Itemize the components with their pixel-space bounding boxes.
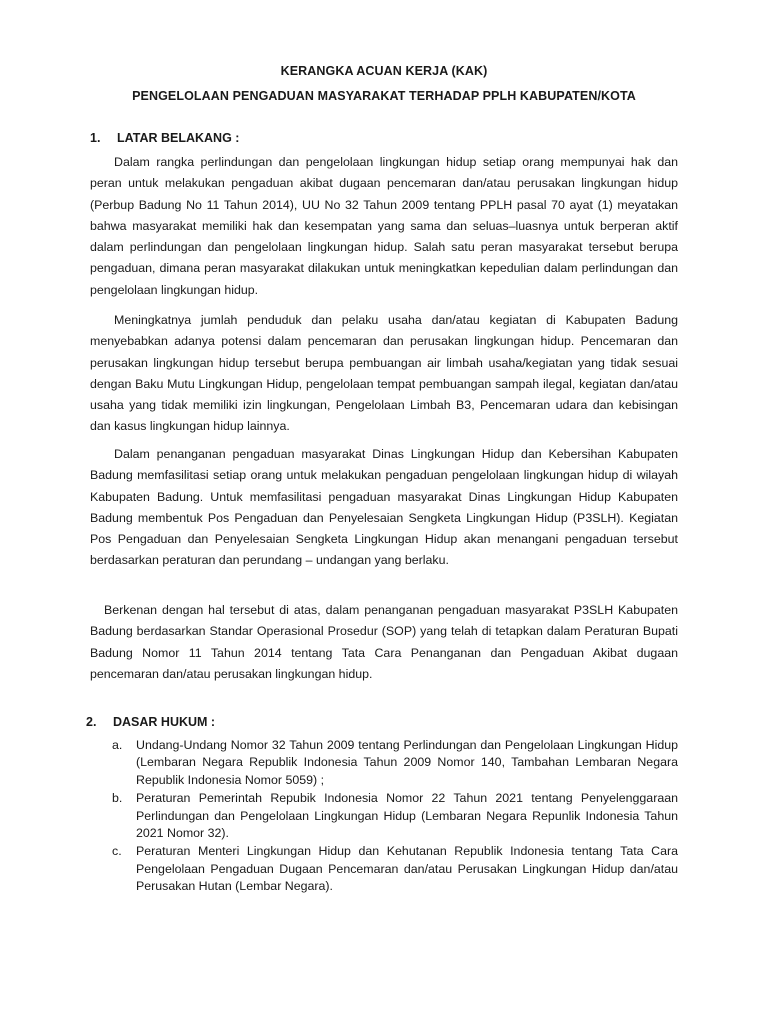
document-title: KERANGKA ACUAN KERJA (KAK) — [280, 64, 488, 78]
section-number: 1. — [90, 131, 101, 145]
list-item — [112, 737, 678, 789]
section-heading-latar-belakang — [90, 131, 239, 145]
paragraph-2: Meningkatnya jumlah penduduk dan pelaku usaha dan/atau kegiatan di Kabupaten Badung menyebabkan adanya potensi dalam pencemaran dan perusakan lingkungan hidup. Pencemaran dan perusakan lingkungan hidup tersebut berupa pembuangan air limbah usaha/kegiatan yang tidak sesuai dengan Baku Mutu Lingkungan Hidup, pengelolaan tempat pembuangan sampah ilegal, kegiatan dan/atau usaha yang tidak memiliki izin lingkungan, Pengelolaan Limbah B3, Pencemaran udara dan kebisingan dan kasus lingkungan hidup lainnya. — [90, 313, 678, 434]
section-title: LATAR BELAKANG : — [117, 131, 240, 145]
section-heading-dasar-hukum — [86, 715, 215, 729]
list-marker: c. — [112, 844, 122, 859]
list-item — [112, 790, 678, 842]
legal-basis-list — [112, 737, 678, 897]
list-marker: a. — [112, 738, 123, 752]
list-item-text: Peraturan Menteri Lingkungan Hidup dan Kehutanan Republik Indonesia tentang Tata Cara Pengelolaan Pengaduan Dugaan Pencemaran dan/atau Perusakan Lingkungan Hidup dan/atau Perusakan Hutan (Lembar Negara). — [136, 844, 678, 894]
paragraph-1: Dalam rangka perlindungan dan pengelolaan lingkungan hidup setiap orang mempunyai hak dan peran untuk melakukan pengaduan akibat dugaan pencemaran dan/atau perusakan lingkungan hidup (Perbup Badung No 11 Tahun 2014), UU No 32 Tahun 2009 tentang PPLH pasal 70 ayat (1) meyatakan bahwa masyarakat memiliki hak dan kesempatan yang sama dan seluas–luasnya untuk berperan aktif dalam perlindungan dan pengelolaan lingkungan hidup. Salah satu peran masyarakat tersebut berupa pengaduan, dimana peran masyarakat dilakukan untuk meningkatkan kepedulian dalam perlindungan dan pengelolaan lingkungan hidup. — [90, 155, 678, 297]
list-item-text: Peraturan Pemerintah Repubik Indonesia Nomor 22 Tahun 2021 tentang Penyelenggaraan Perlindungan dan Pengelolaan Lingkungan Hidup (Lembaran Negara Repunlik Indonesia Tahun 2021 Nomor 32). — [136, 791, 678, 841]
paragraph-3: Dalam penanganan pengaduan masyarakat Dinas Lingkungan Hidup dan Kebersihan Kabupaten Badung memfasilitasi setiap orang untuk melakukan pengaduan pengelolaan lingkungan hidup di wilayah Kabupaten Badung. Untuk memfasilitasi pengaduan masyarakat Dinas Lingkungan Hidup Kabupaten Badung membentuk Pos Pengaduan dan Penyelesaian Sengketa Lingkungan Hidup (P3SLH). Kegiatan Pos Pengaduan dan Penyelesaian Sengketa Lingkungan Hidup akan menangani pengaduan tersebut berdasarkan peraturan dan perundang – undangan yang berlaku. — [90, 447, 678, 568]
section-number: 2. — [86, 715, 97, 729]
paragraph-4: Berkenan dengan hal tersebut di atas, dalam penanganan pengaduan masyarakat P3SLH Kabupaten Badung berdasarkan Standar Operasional Prosedur (SOP) yang telah di tetapkan dalam Peraturan Bupati Badung Nomor 11 Tahun 2014 tentang Tata Cara Penanganan dan Pengaduan Akibat dugaan pencemaran dan/atau perusakan lingkungan hidup. — [90, 603, 678, 681]
document-subtitle: PENGELOLAAN PENGADUAN MASYARAKAT TERHADAP PPLH KABUPATEN/KOTA — [132, 89, 636, 103]
list-item — [112, 843, 678, 895]
list-marker: b. — [112, 791, 123, 806]
section-title: DASAR HUKUM : — [113, 715, 216, 729]
list-item-text: Undang-Undang Nomor 32 Tahun 2009 tentang Perlindungan dan Pengelolaan Lingkungan Hidup (Lembaran Negara Republik Indonesia Tahun 2009 Nomor 140, Tambahan Lembaran Negara Republik Indonesia Nomor 5059) ; — [136, 738, 678, 787]
